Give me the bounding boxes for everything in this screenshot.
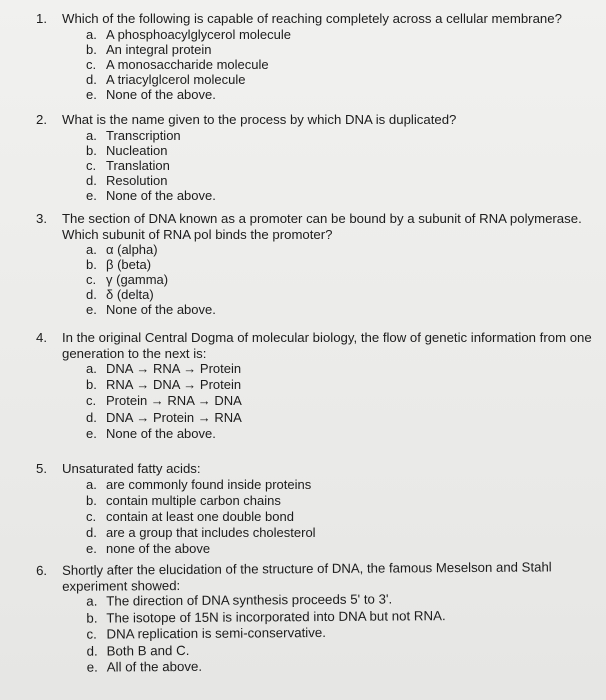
- answer-options: [86, 27, 592, 102]
- question-6: [36, 559, 593, 676]
- option-c: [86, 272, 592, 287]
- question-number: 1.: [36, 11, 47, 26]
- answer-options: [86, 361, 592, 442]
- option-text: DNA replication is semi-conservative.: [106, 624, 327, 642]
- question-text: In the original Central Dogma of molecular biology, the flow of genetic information from one generation to the next is:: [62, 330, 592, 361]
- question-number: 3.: [36, 211, 47, 226]
- option-text: are a group that includes cholesterol: [106, 525, 316, 541]
- option-text: None of the above.: [106, 187, 216, 203]
- option-letter: c.: [86, 508, 97, 524]
- option-letter: d.: [86, 525, 97, 541]
- question-2: [36, 112, 592, 203]
- question-stem: [36, 11, 592, 27]
- option-text: The direction of DNA synthesis proceeds 5' to 3'.: [106, 591, 393, 609]
- answer-options: [86, 128, 592, 203]
- option-text: γ (gamma): [106, 272, 169, 287]
- option-letter: a.: [86, 476, 97, 492]
- question-stem: [36, 461, 592, 477]
- question-text: Unsaturated fatty acids:: [62, 461, 201, 476]
- question-5: [36, 461, 592, 558]
- option-text: none of the above: [106, 541, 211, 557]
- option-letter: d.: [86, 643, 98, 659]
- question-number: 6.: [36, 562, 48, 578]
- option-a: [86, 477, 592, 493]
- option-text: Translation: [106, 157, 170, 173]
- option-text: Transcription: [106, 127, 181, 143]
- option-text: β (beta): [106, 257, 152, 272]
- option-b: [86, 493, 592, 509]
- answer-options: [86, 477, 592, 558]
- option-text: Nucleation: [106, 142, 168, 158]
- option-a: [86, 361, 592, 377]
- option-d: [86, 173, 592, 188]
- option-letter: a.: [86, 127, 97, 143]
- option-text: An integral protein: [106, 41, 212, 57]
- option-letter: b.: [86, 610, 98, 626]
- option-text: Both B and C.: [106, 642, 190, 659]
- option-text: None of the above.: [106, 86, 216, 102]
- option-letter: c.: [86, 272, 97, 287]
- option-c: [86, 393, 592, 409]
- option-letter: b.: [86, 377, 97, 393]
- option-text: All of the above.: [106, 658, 203, 675]
- option-text: The isotope of 15N is incorporated into DNA but not RNA.: [106, 607, 446, 626]
- option-text: DNA → RNA → Protein: [106, 361, 242, 376]
- question-stem: [36, 112, 592, 128]
- option-c: [86, 509, 592, 525]
- option-b: [86, 42, 592, 57]
- option-letter: c.: [86, 626, 97, 642]
- option-e: [86, 426, 592, 442]
- question-3: [36, 211, 592, 317]
- option-letter: d.: [86, 172, 97, 188]
- option-letter: a.: [86, 361, 97, 376]
- option-letter: e.: [86, 659, 98, 675]
- option-letter: a.: [86, 242, 97, 257]
- option-e: [86, 188, 592, 203]
- question-4: [36, 330, 592, 442]
- question-text: What is the name given to the process by which DNA is duplicated?: [62, 112, 457, 127]
- option-d: [86, 287, 592, 302]
- option-text: A phosphoacylglycerol molecule: [106, 26, 291, 42]
- option-letter: c.: [86, 56, 97, 72]
- answer-options: [86, 590, 593, 676]
- question-stem: [36, 559, 592, 594]
- option-letter: d.: [86, 409, 97, 425]
- option-b: [86, 143, 592, 158]
- option-text: contain multiple carbon chains: [106, 492, 281, 508]
- option-letter: e.: [86, 425, 97, 441]
- option-letter: d.: [86, 71, 97, 87]
- option-e: [86, 87, 592, 102]
- option-c: [86, 57, 592, 72]
- option-letter: c.: [86, 157, 97, 173]
- option-text: A triacylglcerol molecule: [106, 71, 246, 87]
- question-stem: [36, 211, 592, 242]
- option-d: [86, 525, 592, 541]
- question-text: Which of the following is capable of reaching completely across a cellular membrane?: [62, 11, 562, 26]
- question-number: 2.: [36, 112, 47, 127]
- option-text: None of the above.: [106, 302, 216, 317]
- option-a: [86, 128, 592, 143]
- question-number: 4.: [36, 330, 47, 345]
- option-text: Protein → RNA → DNA: [106, 393, 242, 409]
- option-e: [87, 656, 593, 676]
- option-letter: b.: [86, 142, 97, 158]
- question-stem: [36, 330, 592, 361]
- option-b: [86, 377, 592, 393]
- option-text: DNA → Protein → RNA: [106, 409, 242, 425]
- option-d: [86, 410, 592, 426]
- option-text: A monosaccharide molecule: [106, 56, 269, 72]
- option-letter: a.: [86, 26, 97, 42]
- question-text: The section of DNA known as a promoter can be bound by a subunit of RNA polymerase. Which subunit of RNA pol binds the promoter?: [62, 211, 582, 242]
- option-letter: b.: [86, 257, 97, 272]
- option-e: [86, 302, 592, 317]
- option-c: [86, 158, 592, 173]
- option-letter: e.: [86, 541, 97, 557]
- option-a: [86, 27, 592, 42]
- option-text: are commonly found inside proteins: [106, 476, 312, 492]
- question-text: Shortly after the elucidation of the structure of DNA, the famous Meselson and Stahl experiment showed:: [61, 559, 552, 594]
- option-text: None of the above.: [106, 425, 216, 441]
- option-a: [86, 242, 592, 257]
- option-letter: e.: [86, 302, 97, 317]
- option-letter: c.: [86, 393, 97, 409]
- answer-options: [86, 242, 592, 317]
- option-text: α (alpha): [106, 242, 158, 257]
- option-text: RNA → DNA → Protein: [106, 377, 242, 393]
- question-1: [36, 11, 592, 102]
- option-d: [86, 72, 592, 87]
- option-e: [86, 541, 592, 557]
- option-text: contain at least one double bond: [106, 508, 294, 524]
- question-number: 5.: [36, 461, 47, 476]
- option-b: [86, 257, 592, 272]
- option-letter: e.: [86, 187, 97, 203]
- option-letter: a.: [86, 593, 98, 609]
- option-letter: e.: [86, 86, 97, 102]
- option-letter: d.: [86, 287, 97, 302]
- option-letter: b.: [86, 492, 97, 508]
- option-letter: b.: [86, 41, 97, 57]
- option-text: δ (delta): [106, 287, 154, 302]
- option-text: Resolution: [106, 172, 168, 188]
